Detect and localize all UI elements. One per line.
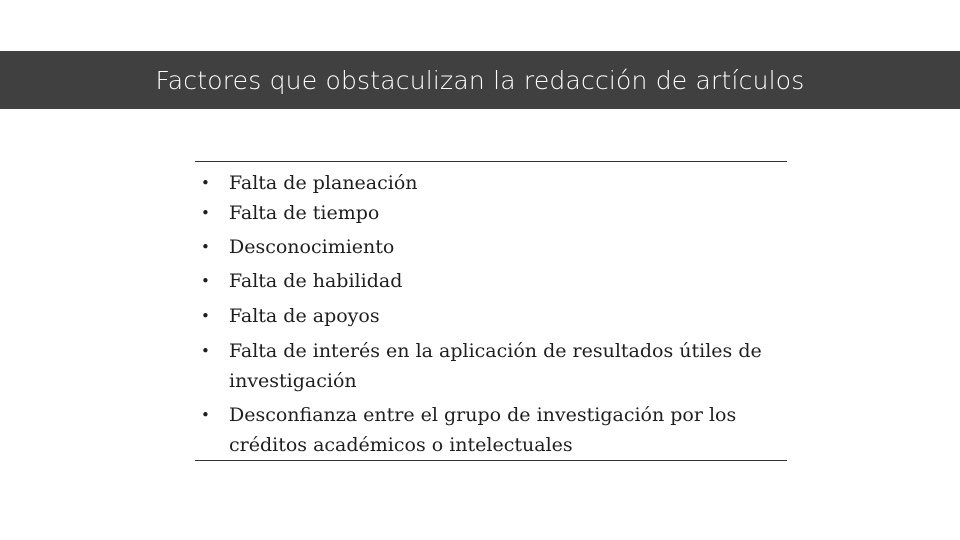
bullet-icon: • — [201, 238, 210, 256]
factor-text: Falta de habilidad — [229, 270, 403, 292]
bullet-icon: • — [201, 174, 210, 192]
list-item — [195, 400, 787, 460]
list-item — [195, 266, 787, 296]
slide-title: Factores que obstaculizan la redacción de artículos — [155, 65, 805, 95]
factor-text: Falta de planeación — [229, 172, 418, 194]
bullet-icon: • — [201, 307, 210, 325]
factor-text: Desconfianza entre el grupo de investigación por los créditos académicos o intelectuales — [229, 404, 737, 456]
factors-panel — [195, 161, 787, 461]
list-item — [195, 168, 787, 198]
list-item — [195, 336, 787, 396]
factor-text: Falta de interés en la aplicación de resultados útiles de investigación — [229, 340, 762, 392]
bullet-icon: • — [201, 204, 210, 222]
factor-text: Desconocimiento — [229, 236, 395, 258]
bullet-icon: • — [201, 272, 210, 290]
list-item — [195, 232, 787, 262]
list-item — [195, 198, 787, 228]
list-item — [195, 301, 787, 331]
bullet-icon: • — [201, 406, 210, 424]
factor-text: Falta de tiempo — [229, 202, 380, 224]
bullet-icon: • — [201, 342, 210, 360]
factor-text: Falta de apoyos — [229, 305, 380, 327]
title-bar — [0, 51, 960, 109]
